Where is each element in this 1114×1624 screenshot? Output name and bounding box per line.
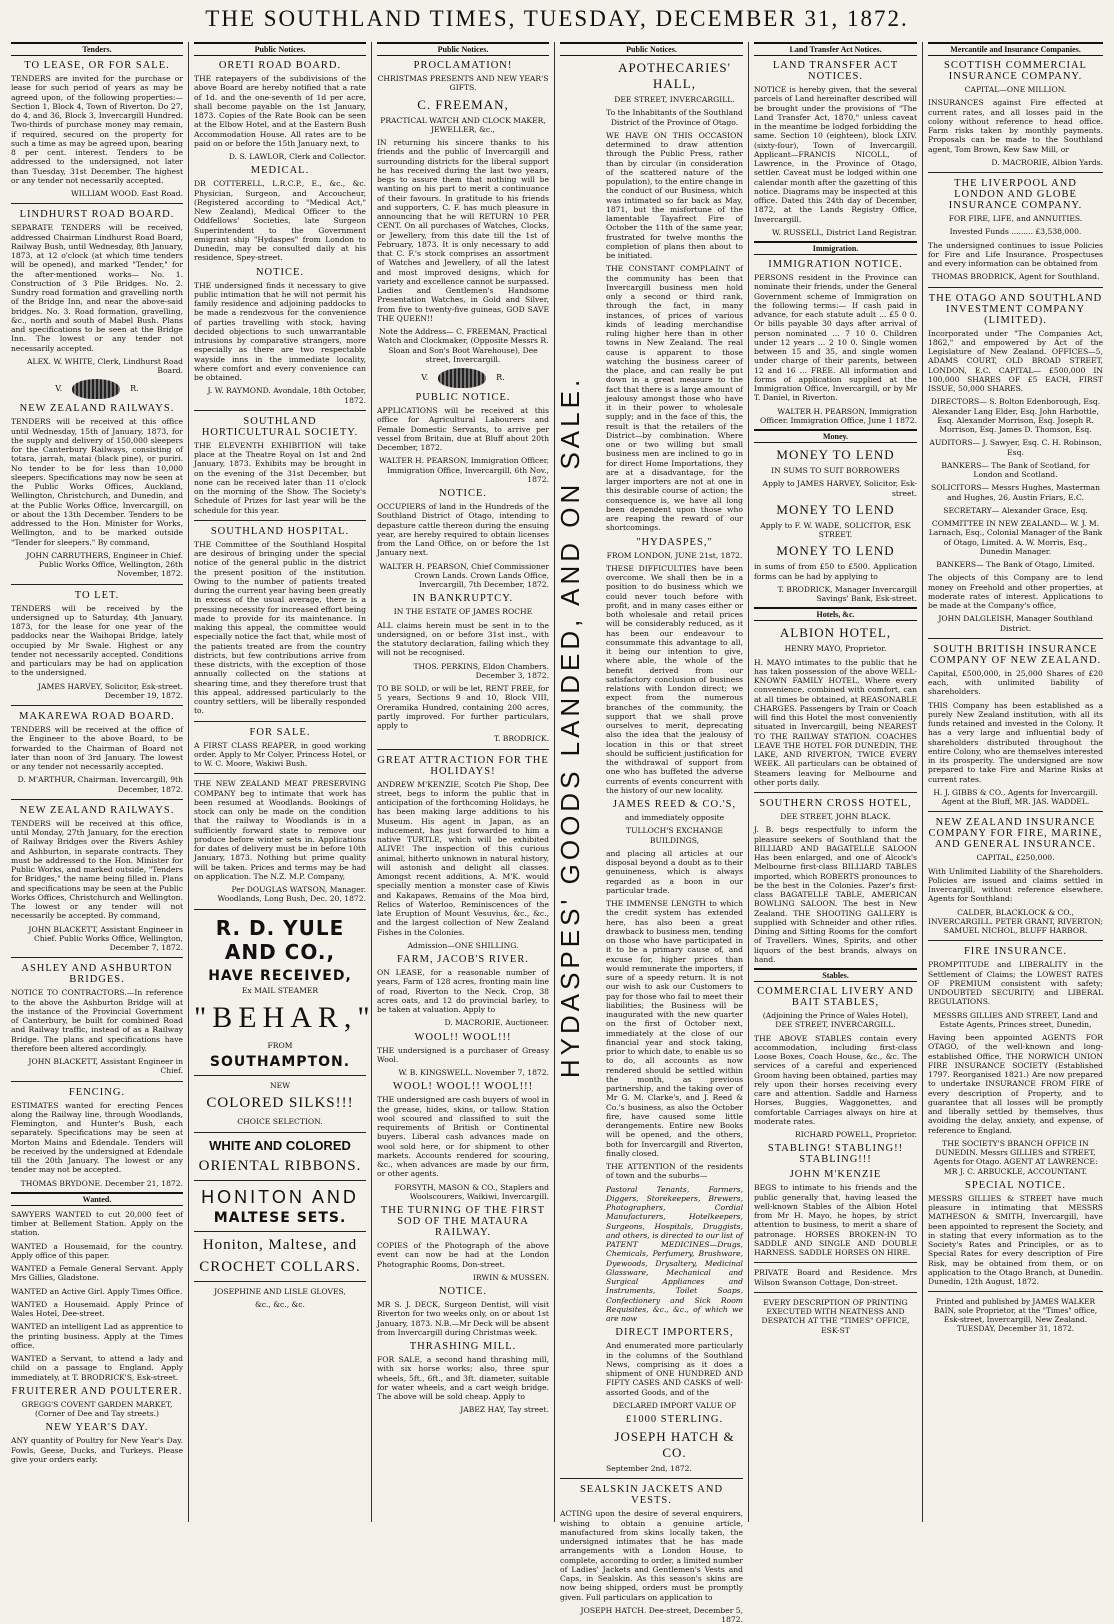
- yule-silks: COLORED SILKS!!!: [206, 1095, 354, 1112]
- ad-list: SOLICITORS— Messrs Hughes, Masterman and Hughes, 26, Austin Friars, E.C.: [931, 483, 1100, 502]
- ad-body: COPIES of the Photograph of the above event can now be had at the London Photographic Rooms, Don-street.: [377, 1241, 549, 1269]
- ad-body: IN returning his sincere thanks to his friends and the public of Invercargill and surrounding districts for the liberal support he has received during the last two years, begs to assure them that nothing will be wanting on his part to merit a continuance of their favours. In gratitude to his friends and supporters, C. F. has much pleasure in announcing that he will RETURN 10 PER CENT. On all purchases of Watches, Clocks, or Jewellery, from this date till the 1st of February, 1873. It is only necessary to add that C. F.'s stock comprises an assortment of Watches and Jewellery, of all the latest and most improved designs, which for variety and excellence cannot be surpassed. Ladies and Gentlemen's Handsome Presentation Watches, in Gold and Silver, from five to twenty-five guineas, GOD SAVE THE QUEEN!!: [377, 138, 549, 323]
- ad-subheading: CHRISTMAS PRESENTS AND NEW YEAR'S GIFTS.: [377, 74, 549, 93]
- ad-list: DIRECTORS— S. Bolton Edenborough, Esq. Alexander Lang Elder, Esq. John Harbottle, Esq. Alexander Morrison, Esq. Joseph R. Morrison, Esq. James D. Thomson, Esq.: [930, 397, 1101, 434]
- ad-signature: FORSYTH, MASON & CO., Staplers and Woolscourers, Waikiwi, Invercargill.: [394, 1182, 549, 1201]
- ad-body: TENDERS will be received by the undersigned up to Saturday, 4th January, 1873, for the lease for one year of the paddocks near the Waihopai Bridge, lately occupied by Mr Swale. Highest or any tender not necessarily accepted. Conditions and particulars may be had on application to the undersigned.: [11, 603, 183, 678]
- section-heading: Stables.: [754, 968, 917, 982]
- yule-white: WHITE AND COLORED: [209, 1137, 351, 1153]
- divider: [194, 1132, 366, 1133]
- ad-signature: JAMES HARVEY, Solicitor, Esk-street. December 19, 1872.: [38, 681, 183, 700]
- column-insurance: [923, 42, 1108, 1522]
- imprint: Printed and published by JAMES WALKER BAIN, sole Proprietor, at the "Times" office, Esk-street, Invercargill, New Zealand. TUESDAY, December 31, 1872.: [933, 1297, 1098, 1334]
- ad-body: FOR SALE, a second hand thrashing mill, with six horse works; also, three spur wheels, 5ft., 6ft., and 3ft. diameter, suitable for water wheels, and a cart weigh bridge. The above will be sold cheap. Apply to: [377, 1355, 549, 1401]
- ad-body: ANDREW M'KENZIE, Scotch Pie Shop, Dee street, begs to inform the public that in anticipation of the forthcoming Holidays, he has been making large additions to his Museum. His agent in Japan, as an inducement, has just forwarded to him a native TURTLE, which will be exhibited ALIVE! The inspection of this curious animal, hitherto unknown in natural history, will astonish and delight all classes. Amongst recent additions, A. M'K. would specially mention a monster case of Kiwis and Kakapaws, Remains of the Moa bird, Relics of Waterloo, Reminiscences of the late Eruption of Mount Vesuvius, &c., &c., and the largest collection of New Zealand Fishes in the Colonies.: [377, 779, 549, 937]
- ad-body: TENDERS will be received at this office until Wednesday, 15th of January, 1873, for the supply and delivery of 150,000 sleepers for the Canterbury Railways, consisting of totara, jarrah, matai (black pine), or puriri. No tender to be for less than 10,000 sleepers. Specifications may now be seen at the Public Works Offices, Auckland, Wellington, Christchurch, and Dunedin, and at the Public Works Office, Invercargill, on or about the 13th December. Tenders to be addressed to the Hon. Minister for Works, Wellington, and to be marked outside "Tender for sleepers." By command,: [11, 417, 183, 547]
- ad-subheading: Invested Funds ......... £3,538,000.: [949, 227, 1082, 237]
- ad-body: THE NEW ZEALAND MEAT PRESERVING COMPANY beg to intimate that work has been resumed at Woodlands. Bookings of stock can only be made on the condition that the railway to Woodlands is in a sufficiently forward state to remove our produce before winter sets in. Applications for dates of delivery must be in before 10th January, 1873. Nothing but prime quality will be taken. Prices and terms may be had on application. The N.Z. M.P. Company,: [194, 779, 366, 881]
- section-heading: Hotels, &c.: [754, 607, 917, 621]
- yule-honiton2: Honiton, Maltese, and: [202, 1236, 358, 1253]
- ad-heading: ASHLEY AND ASHBURTON BRIDGES.: [21, 963, 173, 986]
- ad-heading: JAMES REED & CO.'S,: [612, 799, 737, 810]
- ad-heading: IN BANKRUPTCY.: [412, 593, 514, 605]
- wanted-ad: WANTED an Active Girl. Apply Times Office.: [11, 1286, 183, 1296]
- divider: [194, 773, 366, 774]
- column-tenders: [6, 42, 189, 1522]
- ad-heading: SOUTHERN CROSS HOTEL,: [759, 798, 912, 809]
- ad-body: THE undersigned finds it necessary to give public intimation that he will not permit his family residence and adjoining paddocks to be made a rendezvous for the convenience of parties travelling with stock, having decided objections to such unwarrantable intrusions by comparative strangers, more especially as there are two respectable wayside inns in the immediate locality, where comfort and every convenience can be obtained.: [194, 280, 366, 382]
- ad-signature: Apply to F. W. WADE, SOLICITOR, ESK STREET.: [760, 520, 911, 539]
- ad-signature: WILLIAM WOOD. East Road.: [71, 189, 183, 198]
- ad-heading: NEW ZEALAND RAILWAYS.: [19, 804, 175, 816]
- ad-heading: THE OTAGO AND SOUTHLAND INVESTMENT COMPANY (LIMITED).: [928, 292, 1103, 326]
- ad-signature: JOHN BLACKETT, Assistant Engineer in Chief.: [28, 1057, 183, 1076]
- ad-body: TENDERS are invited for the purchase or lease for such period of years as may be agreed upon, of the following properties:— Section 1, Block 4, Town of Riverton. Do 27, do 4, and 36, Block 3, Invercargill Hundred. Two-thirds of purchase money may remain, if required, secured on the property for such a time as may be agreed upon, bearing 8 per cent. interest. Tenders to be addressed to the undersigned, not later than Tuesday, 31st December. The highest or any tender not necessarily accepted.: [11, 74, 183, 185]
- ad-heading: JOHN M'KENZIE: [789, 1169, 882, 1181]
- ad-body: NOTICE is hereby given, that the several parcels of Land hereinafter described will be brought under the provisions of "The Land Transfer Act, 1870," unless caveat in the meantime be lodged forbidding the same. Section 10 (eighteen), block LXIV. (sixty-four), Town of Invercargill. Applicant—FRANCIS NICOLL, of Lawrence, in the Province of Otago, settler. Caveat must be lodged within one calendar month after the gazetting of this notice. Diagrams may be inspected at this office. Dated this 24th day of December, 1872, at the Lands Registry Office, Invercargill.: [754, 85, 917, 224]
- divider: [754, 792, 917, 793]
- ad-body: THESE DIFFICULTIES have been overcome. We shall then be in a position to do business which we could never touch before with profit, and in many cases either or both wholesale and retail prices will be considerably reduced, as it has been our endeavour to consummate this advantage to all, it being our intention to give, where able, the whole of the benefit derived from our satisfactory conclusion of business relations with London direct; we expect from the numerous branches of the community, the support that we shall prove ourselves to merit, deprecating also the idea that the jealousy of location in this or that street should be sufficient justification for the withdrawal of support from one who has buffeted the adverse currents of events concurrent with the history of our new locality.: [606, 563, 743, 795]
- ad-address: To the Inhabitants of the Southland District of the Province of Otago.: [606, 108, 743, 127]
- ad-subheading: DEE STREET, JOHN BLACK.: [780, 812, 891, 821]
- ad-heading: PUBLIC NOTICE.: [415, 392, 511, 403]
- ad-heading: STABLING! STABLING!! STABLING!!!: [767, 1143, 904, 1166]
- ad-heading: MEDICAL.: [250, 165, 310, 177]
- ad-heading: TO LEASE, OR FOR SALE.: [24, 60, 170, 71]
- ad-body: And enumerated more particularly in the columns of the Southland News, comprising as it does a shipment of ONE HUNDRED AND FIFTY CASES AND CASKS of well-assorted Goods, and of the: [606, 1341, 743, 1397]
- ship-name: "BEHAR,": [194, 1000, 376, 1034]
- ad-signature: JOHN CARRUTHERS, Engineer in Chief. Public Works Office, Wellington, 26th November, 1872.: [26, 550, 183, 579]
- ad-signature: WALTER H. PEARSON, Chief Commissioner Crown Lands. Crown Lands Office, Invercargill, 7th December, 1872.: [379, 561, 549, 589]
- ad-signature: D. S. LAWLOR, Clerk and Collector.: [228, 152, 366, 161]
- ad-signature: CALDER, BLACKLOCK & CO., INVERCARGILL. PETER GRANT, RIVERTON; SAMUEL NICHOL, BLUFF HARBOR.: [928, 907, 1104, 935]
- divider: [928, 287, 1103, 288]
- ad-heading: WOOL! WOOL!! WOOL!!!: [392, 1081, 534, 1093]
- ad-signature: D. M'ARTHUR, Chairman. Invercargill, 9th December, 1872.: [17, 775, 183, 794]
- yule-ribbons: ORIENTAL RIBBONS.: [198, 1157, 362, 1174]
- ad-subheading: DECLARED IMPORT VALUE OF: [612, 1400, 737, 1410]
- ad-signature: ALEX. W. WHITE, Clerk, Lindhurst Road Board.: [27, 356, 183, 375]
- ad-subheading: TULLOCH'S EXCHANGE BUILDINGS,: [626, 826, 723, 845]
- ad-body: TENDERS will be received at this office, until Monday, 27th January, for the erection of Railway Bridges over the Rivers Ashley and Ashburton, in separate contracts. They must be addressed to the Hon. Minister for Public Works, and marked outside, "Tenders for Bridges," the name being filled in. Plans and specifications may be seen at the Public Works Offices, Christchurch and Wellington. The lowest or any tender will not necessarily be accepted. By command,: [11, 818, 183, 921]
- ad-subheading: CAPITAL—ONE MILLION.: [964, 85, 1067, 94]
- ad-body: ACTING upon the desire of several enquirers, wishing to obtain a genuine article, manufactured from skins locally taken, the undersigned intimates that he has made arrangements with a London House, to complete, according to order, a limited number of Ladies' Jackets and Gentlemen's Vests and Caps, in Sealskin. As this season's skins are now being shipped, orders must be promptly given. Full particulars on application to: [560, 1509, 743, 1602]
- ad-subheading: HENRY MAYO, Proprietor.: [784, 644, 887, 654]
- ad-body: Pastoral Tenants, Farmers, Diggers, Storekeepers, Brewers, Photographers, Cordial Manufacturers, Hotelkeepers, Surgeons, Hospitals, Druggists, and others, is directed to our list of PATENT MEDICINES—Drugs, Chemicals, Perfumery, Brushware, Dyewoods, Drysaltery, Medicinal Glassware, Mechanical and Surgical Appliances and Instruments, Toilet Soaps, Confectionery and Sick Room Requisites, &c., &c., of which we are now: [606, 1184, 743, 1323]
- ad-heading: SCOTTISH COMMERCIAL INSURANCE COMPANY.: [944, 60, 1087, 82]
- ad-heading: GREAT ATTRACTION FOR THE HOLIDAYS!: [377, 754, 549, 777]
- section-heading: Money.: [754, 429, 917, 443]
- ad-signature: JOSEPH HATCH. Dee-street, December 5, 1872.: [580, 1605, 743, 1624]
- ad-heading: TO LET.: [74, 589, 120, 601]
- ad-heading: NOTICE.: [438, 1286, 488, 1297]
- ad-subheading: FOR FIRE, LIFE, and ANNUITIES.: [948, 214, 1083, 223]
- ad-body: OCCUPIERS of land in the Hundreds of the Southland District of Otago, intending to depasture cattle thereon during the ensuing year, are hereby required to obtain licenses from the Land Office, on or before the 1st January next.: [377, 502, 549, 558]
- ad-signature: Admission—ONE SHILLING.: [407, 940, 519, 950]
- divider: [194, 1180, 366, 1181]
- ad-subheading: DEE STREET, INVERCARGILL.: [614, 95, 735, 104]
- yule-etc: &c., &c., &c.: [255, 1299, 305, 1309]
- ad-body: THE ELEVENTH EXHIBITION will take place at the Theatre Royal on 1st and 2nd January, 1873. Exhibits may be brought in on the evening of the 31st December, but none can be received later than 11 o'clock on the morning of the Show. The Society's Schedule of Prizes for last year will be the schedule for this year.: [194, 440, 366, 515]
- ad-signature: JOHN BLACKETT, Assistant Engineer in Chief. Public Works Office, Wellington, December 7, 1872.: [28, 924, 183, 952]
- ad-body: THE SOCIETY'S BRANCH OFFICE IN DUNEDIN. Messrs GILLIES and STREET, Agents for Otago. AGENT AT LAWRENCE: MR J. C. ARBUCKLE, ACCOUNTANT.: [933, 1138, 1098, 1176]
- ad-signature: JOHN DALGLEISH, Manager Southland District.: [938, 614, 1093, 633]
- section-heading: Land Transfer Act Notices.: [754, 42, 917, 56]
- ad-date: September 2nd, 1872.: [606, 1464, 692, 1473]
- ad-body: INSURANCES against Fire effected at current rates, and all losses paid in the colony without reference to head office. Farm risks taken by monthly payments. Proposals can be made to the Southland agent, Tom Brown, Kew Saw Mill, or: [928, 98, 1103, 154]
- section-heading: Public Notices.: [194, 42, 366, 56]
- ad-body: A FIRST CLASS REAPER, in good working order. Apply to Mr Colyer, Princess Hotel, or to W. C. Moore, Wakiwi Bush.: [194, 740, 366, 768]
- ad-heading: THE TURNING OF THE FIRST SOD OF THE MATAURA RAILWAY.: [380, 1205, 546, 1238]
- ad-heading: NEW ZEALAND RAILWAYS.: [19, 403, 175, 415]
- ad-list: SECRETARY— Alexander Grace, Esq.: [943, 505, 1088, 515]
- crest-letter-r: R.: [496, 373, 505, 382]
- yule-new: NEW: [270, 1081, 290, 1090]
- ad-body: THIS Company has been established as a purely New Zealand institution, with all its funds retained and invested in the Colony. It has a very large and influential body of shareholders distributed throughout the entire Colony, who are themselves interested in its prosperity. The undersigned are now prepared to take Fire and Marine Risks at current rates.: [928, 700, 1103, 784]
- ad-heading: APOTHECARIES' HALL,: [618, 60, 731, 91]
- ad-signature: D. MACRORIE, Auctioneer.: [444, 1018, 549, 1028]
- ad-signature: WALTER H. PEARSON, Immigration Officer. Immigration Office, June 1 1872.: [760, 406, 917, 425]
- ad-body: THE Committee of the Southland Hospital are desirous of bringing under the special notice of the general public in the district the present position of the institution. Owing to the number of patients treated during the current year having been greatly in excess of the usual average, there is a pressing necessity for increased effort being made to provide for its maintenance. In making this appeal, the committee would especially notice the fact that, while most of the patients treated are from the country districts, but few contributions arrive from these districts, with the exception of those annually collected on the stations at shearing time, and they therefore trust that this appeal, addressed particularly to the country settlers, will be liberally responded to.: [194, 539, 366, 716]
- ad-body: MESSRS GILLIES & STREET have much pleasure in intimating that MESSRS MATHESON & SMITH, Invercargill, have been appointed to represent the Society, and in stating that every information as to the Society's Rates and Principles, or as to Special Rates for every description of Fire Risk, may be obtained from them, or on application to the Otago Branch, at Dunedin. Dunedin, 12th August, 1872.: [928, 1193, 1103, 1286]
- ad-body: ESTIMATES wanted for erecting Fences along the Railway line, through Woodlands, Flemington, and Hunter's Bush, each separately. Specifications may be seen at Morton Mains and Edendale. Tenders will be received by the undersigned at Edendale till the 20th January. The lowest or any tender may not be accepted.: [11, 1100, 183, 1175]
- ad-signature: Note the Address— C. FREEMAN, Practical Watch and Clockmaker, (Opposite Messrs R. Sloan and Son's Boot Warehouse), Dee street, Invercargill.: [377, 327, 549, 364]
- wanted-ad: WANTED a Housemaid, for the country. Apply office of this paper.: [11, 1241, 183, 1260]
- ad-heading: SOUTHLAND HORTICULTURAL SOCIETY.: [201, 415, 359, 438]
- ad-body: THE undersigned is a purchaser of Greasy Wool.: [377, 1045, 549, 1064]
- ad-subheading: IN THE ESTATE OF JAMES ROCHE: [393, 607, 533, 617]
- ad-heading: NOTICE.: [255, 266, 305, 278]
- ad-body: J. B. begs respectfully to inform the pleasure seekers of Southland that the BILLIARD AND BAGATELLE SALOON Has been enlarged, and one of Alcock's Melbourne first-class BILLIARD TABLES imported, which ROBERTS pronounces to be the best in the Colonies. Pazer's first-class BAGATELLE TABLE, AMERICAN BOWLING SALOON. The best in New Zealand. THE SHOOTING GALLERY is supplied with Schneider and other rifles. Dining and Sitting Rooms for the comfort of Travellers. Wines, Spirits, and other liquors of the best brands, always on hand.: [754, 825, 917, 964]
- divider: [194, 1231, 366, 1232]
- ad-signature: THOMAS BRYDONE. December 21, 1872.: [20, 1178, 183, 1188]
- ad-body: PRIVATE Board and Residence. Mrs Wilson Swanson Cottage, Don-street.: [754, 1268, 917, 1287]
- ad-body: BEGS to intimate to his friends and the public generally that, having leased the well-known Stables of the Albion Hotel from Mr H. Mayo, he hopes, by strict attention to business, to merit a share of patronage. HORSES BROKEN-IN TO SADDLE AND SINGLE AND DOUBLE HARNESS. SADDLE HORSES ON HIRE.: [754, 1183, 917, 1257]
- ad-signature: W. RUSSELL, District Land Registrar.: [772, 227, 917, 237]
- ad-signature: H. J. GIBBS & CO., Agents for Invercargill. Agent at the Bluff, MR. JAS. WADDEL.: [933, 787, 1098, 806]
- divider: [194, 1281, 366, 1282]
- ad-heading: MONEY TO LEND: [776, 543, 895, 559]
- ad-body: ON LEASE, for a reasonable number of years, Farm of 128 acres, fronting main line of road, Riverton to the Neck. Crop, 38 acres oats, and 12 do provincial barley, to be taken at valuation. Apply to: [377, 968, 549, 1014]
- vertical-banner-text: HYDASPES' GOODS LANDED, AND ON SALE.: [555, 375, 585, 1079]
- divider: [377, 749, 549, 750]
- ad-heading: £1000 STERLING.: [625, 1414, 724, 1425]
- ad-heading: THE LIVERPOOL AND LONDON AND GLOBE INSURANCE COMPANY.: [948, 178, 1083, 211]
- divider: [11, 957, 183, 958]
- wanted-ad: WANTED a Female General Servant. Apply Mrs Gillies, Gladstone.: [11, 1264, 183, 1283]
- ad-subheading: and immediately opposite: [624, 813, 725, 822]
- ad-body: SEPARATE TENDERS will be received, addressed Chairman Lindhurst Road Board, Railway Bush, until Wednesday, 8th January, 1873, at 12 o'clock (at which time tenders will be opened), and marked "Tender," for the after-mentioned works— No. 1. Construction of 3 Pile Bridges. No. 2. Sundry road formation and gravelling north of the Bridge Inn, and near the above-said bridges. No. 3. Road formation, gravelling, &c., north and south of Mabel Bush. Plans and specifications to be seen at the Bridge Inn. The lowest or any tender not necessarily accepted.: [11, 223, 183, 353]
- ad-body: THE undersigned are cash buyers of wool in the grease, hides, skins, or tallow. Station wool scoured and classified to suit the requirements of British or Continental buyers. Liberal cash advances made on wool sold here, or for shipment to other markets. Accounts rendered for scouring, &c., when advances are made by our firm, or other agents.: [377, 1095, 549, 1179]
- ad-body: The undersigned continues to issue Policies for Fire and Life Insurance. Prospectuses and every information can be obtained from: [928, 240, 1103, 268]
- ad-signature: WALTER H. PEARSON, Immigration Officer. Immigration Office, Invercargill, 6th Nov., 1872.: [378, 456, 549, 484]
- divider: [754, 1262, 917, 1263]
- ad-body: ALL claims herein must be sent in to the undersigned, on or before 31st inst., with the statutory declaration, failing which they will not be recognised.: [377, 620, 549, 658]
- ad-heading: FENCING.: [68, 1086, 126, 1098]
- divider: [194, 721, 366, 722]
- divider: [194, 520, 366, 521]
- ad-signature: Apply to JAMES HARVEY, Solicitor, Esk-street.: [762, 479, 917, 498]
- ad-heading: WOOL!! WOOL!!!: [414, 1031, 512, 1043]
- ad-body: THE CONSTANT COMPLAINT of the community has been that Invercargill business men hold only a second or third rank, through the fact, in many instances, of prices of various kinds of leading merchandise ruling higher here than in other towns in New Zealand. The real cause is apparent to those watching the business career of the place, and can really be put down in a great measure to the fact that there is a large amount of jealousy amongst those who have it in their power to wholesale supply; and in the face of this, the result is that the retailers of the District—by combination. Where one or two willing but small business men are inclined to go in for direct Home Importations, they are at a disadvantage, for the larger importers are not at one in this desirable course of action; the consequence is, we have all long been dependent upon those who are reaping the reward of our shortcomings.: [606, 264, 743, 533]
- apothecaries-ad: [606, 60, 743, 1473]
- divider: [194, 1075, 366, 1076]
- masthead: THE SOUTHLAND TIMES, TUESDAY, DECEMBER 31, 1872.: [205, 6, 909, 31]
- ad-subheading: (Adjoining the Prince of Wales Hotel), DEE STREET, INVERCARGILL.: [762, 1011, 909, 1030]
- yule-gloves: JOSEPHINE AND LISLE GLOVES,: [214, 1286, 346, 1296]
- ad-body: Capital, £500,000, in 25,000 Shares of £20 each, with unlimited liability of shareholders.: [928, 668, 1103, 697]
- ad-heading: SEALSKIN JACKETS AND VESTS.: [579, 1484, 724, 1507]
- ad-heading: FRUITERER AND POULTERER.: [11, 1385, 183, 1397]
- yule-port: SOUTHAMPTON.: [209, 1054, 351, 1070]
- ad-heading: FOR SALE.: [249, 726, 311, 738]
- ad-heading: MAKAREWA ROAD BOARD.: [19, 711, 175, 722]
- ad-body: The objects of this Company are to lend money on Freehold and other properties, at moderate rates of interest. Applications to be made at the Company's office,: [928, 573, 1103, 610]
- ad-heading: ALBION HOTEL,: [779, 625, 892, 641]
- section-heading: Immigration.: [754, 241, 917, 255]
- ad-body: PERSONS resident in the Province can nominate their friends, under the General Government scheme of Immigration on the following terms:— If cash paid in advance, for each statute adult ... £5 0 0. Or bills payable 30 days after arrival of person nominated ... 7 10 0. Children under 12 years ... 2 10 0. Single women between 15 and 35, and single women under charge of their parents, between 12 and 16 ... FREE. All information and forms of application supplied at the Immigration Office, Invercargill, or by Mr T. Daniel, in Riverton.: [754, 273, 917, 403]
- royal-crest-icon: [11, 379, 183, 399]
- column-public-notices-1: [189, 42, 376, 1522]
- yule-crochet: CROCHET COLLARS.: [199, 1258, 361, 1275]
- ad-heading: C. FREEMAN,: [417, 96, 509, 112]
- yule-choice: CHOICE SELECTION.: [237, 1117, 323, 1127]
- ad-heading: DIRECT IMPORTERS,: [615, 1327, 734, 1339]
- ad-heading: THRASHING MILL.: [409, 1341, 517, 1352]
- ad-body: NOTICE TO CONTRACTORS.—In reference to the above the Ashburton Bridge will at the instance of the Provincial Government of Canterbury, be built for combined Road and Railway traffic, instead of as a Railway Bridge. The plans and specifications have therefore been altered accordingly.: [11, 988, 183, 1053]
- ad-heading: FARM, JACOB'S RIVER.: [397, 954, 529, 965]
- crest-letter-v: V.: [421, 373, 429, 382]
- yule-maltese: MALTESE SETS.: [213, 1209, 347, 1226]
- wanted-ad: WANTED a Servant, to attend a lady and child on a passage to England. Apply immediately, at T. BRODRICK'S, Esk-street.: [11, 1354, 183, 1382]
- divider: [928, 1291, 1103, 1292]
- column-land-hotels: [749, 42, 923, 1522]
- yule-honiton: HONITON AND: [201, 1186, 359, 1207]
- ad-heading: MONEY TO LEND: [776, 447, 895, 462]
- wanted-ad: WANTED an intelligent Lad as apprentice to the printing business. Apply at the Times office.: [11, 1322, 183, 1350]
- ad-body: THE ABOVE STABLES contain every accommodation, including first-class Loose Boxes, Coach House, &c., &c. The services of a careful and experienced Groom having been obtained, parties may rely upon their horses receiving every care and attention. Saddle and Harness Horses, Buggies, Waggonettes, and comfortable Carriages always on hire at moderate rates.: [754, 1033, 917, 1126]
- ad-subheading: CAPITAL, £250,000.: [976, 853, 1055, 863]
- divider: [754, 1292, 917, 1293]
- column-apothecaries: [555, 42, 749, 1624]
- ad-body: TENDERS will be received at the office of the Engineer to the above Board, to be forwarded to the Chairman of Board not later than noon of 3rd January. The lowest or any tender not necessarily accepted.: [11, 725, 183, 771]
- ad-signature: JABEZ HAY, Tay street.: [460, 1405, 549, 1415]
- ad-signature: W. B. KINGSWELL. November 7, 1872.: [398, 1068, 549, 1077]
- ad-body: THE IMMENSE LENGTH to which the credit system has extended here, has also been a great drawback to business men, tending on those who have participated in it to be a primary cause of, and excuse for, higher prices than would remunerate the importers, if sure of a speedy return. It is not our wish to ask our Customers to pay for those who fail to meet their liabilities; the Business will be inaugurated with the new quarter on the first of October next, immediately at the close of our financial year and stock taking, prior to which date, to enable us so to do, all accounts as now rendered should be settled within the month, as previous partnership, and the taking over of Mr G. M. Clarke's, and J. Reed & Co.'s business, as also the October fire, have caused some little derangements. Entire new Books will be opened, and the others, both for Invercargill and Riverton, finally closed.: [606, 899, 743, 1158]
- yule-subheading: HAVE RECEIVED,: [208, 967, 352, 984]
- ad-body: Having been appointed AGENTS FOR OTAGO, of the well-known and long-established Office, THE NORWICH UNION FIRE INSURANCE SOCIETY (Established 1797. Reorganised 1821.) Are now prepared to undertake INSURANCE FROM FIRE of every description of Property, and to guarantee that all losses will be promptly and liberally settled by themselves, thus avoiding the delay, anxiety, and expense, of reference to England.: [928, 1033, 1103, 1135]
- ad-body: in sums of from £50 to £500. Application forms can be had by applying to: [754, 562, 917, 581]
- ad-heading: COMMERCIAL LIVERY AND BAIT STABLES,: [757, 986, 914, 1008]
- divider: [928, 940, 1103, 941]
- divider: [11, 1081, 183, 1082]
- yule-by: Ex MAIL STEAMER: [241, 985, 319, 995]
- ad-heading: ORETI ROAD BOARD.: [218, 60, 342, 71]
- ad-body: APPLICATIONS will be received at this office for Agricultural Labourers and Female Domestic Servants, to arrive per vessel from Britain, due at Bluff about 20th December, 1872.: [377, 406, 549, 452]
- ad-heading: SPECIAL NOTICE.: [965, 1179, 1066, 1191]
- ad-signature: J. W. RAYMOND. Avondale, 18th October, 1872.: [207, 386, 366, 405]
- ad-body: THE ATTENTION of the residents of town and the suburbs—: [606, 1162, 743, 1181]
- ad-signature: D. MACRORIE, Albion Yards.: [991, 157, 1103, 167]
- ad-subheading: FROM LONDON, JUNE 21st, 1872.: [606, 550, 743, 560]
- divider: [11, 705, 183, 706]
- ad-body: ANY quantity of Poultry for New Year's Day. Fowls, Geese, Ducks, and Turkeys. Please give your orders early.: [11, 1436, 183, 1464]
- ad-body: EVERY DESCRIPTION OF PRINTING EXECUTED WITH NEATNESS AND DESPATCH AT THE "TIMES" OFFICE, ESK-ST: [761, 1297, 910, 1335]
- royal-crest-icon: [377, 368, 549, 388]
- wanted-ad: SAWYERS WANTED to cut 20,000 feet of timber at Bellement Station. Apply on the station.: [11, 1209, 183, 1238]
- ad-signature: IRWIN & MUSSEN.: [472, 1272, 549, 1282]
- section-heading: Wanted.: [11, 1192, 183, 1206]
- crest-letter-r: R.: [130, 384, 139, 394]
- yule-from: FROM: [267, 1040, 293, 1050]
- ad-body: WE HAVE ON THIS OCCASION determined to draw attention through the Public Press, rather than by circular (in consideration of the scattered nature of the population), to the entire change in the conduct of our Business, which was intimated so far back as May, 1871, but the misfortune of the lamentable Tayafrect Fire of October the 11th of the same year, frustrated for twelve months the completion of plans then about to be initiated.: [606, 130, 743, 260]
- section-heading: Public Notices.: [560, 42, 743, 56]
- divider: [11, 799, 183, 800]
- ad-subheading: PRACTICAL WATCH AND CLOCK MAKER, JEWELLER, &c.,: [380, 115, 546, 134]
- ad-body: DR COTTERELL, L.R.C.P., E., &c., &c. Physician, Surgeon, and Accoucheur, (Registered according to "Medical Act," New Zealand), Medical Officer to the Oddfellows' Societies, late Surgeon Superintendent to the Government emigrant ship "Hydaspes" from London to Dunedin, may be consulted daily at his residence, Spey-street.: [194, 179, 366, 263]
- wanted-ad: WANTED a Housemaid. Apply Prince of Wales Hotel, Dee-street.: [11, 1299, 183, 1318]
- ad-body: THE ratepayers of the subdivisions of the above Board are hereby notified that a rate of 1d. and the one-seventh of 1d per acre, shall become payable on the 1st January, 1873. Copies of the Rate Book can be seen at the Elbow Hotel, and at the Eastern Bush Accommodation House. All rates are to be paid on or before the 15th January next, to: [194, 74, 366, 148]
- ad-body: With Unlimited Liability of the Shareholders. Policies are issued and claims settled in Invercargill, without reference elsewhere. Agents for Southland:: [928, 866, 1103, 904]
- divider: [928, 811, 1103, 812]
- ad-list: AUDITORS— J. Sawyer, Esq. C. H. Robinson, Esq.: [929, 438, 1102, 457]
- ad-body: GREGG'S COVENT GARDEN MARKET, (Corner of Dee and Tay streets.): [21, 1399, 173, 1418]
- column-public-notices-2: [372, 42, 555, 1522]
- ad-signature: RICHARD POWELL, Proprietor.: [794, 1130, 917, 1139]
- ad-body: H. MAYO intimates to the public that he has taken possession of the above WELL-KNOWN FAMILY HOTEL, Where every convenience, combined with comfort, can at all times be obtained, at REASONABLE CHARGES. Passengers by Train or Coach will find this Hotel the most conveniently situated in Invercargill, being NEAREST TO THE RAILWAY STATION. COACHES LEAVE THE HOTEL FOR DUNEDIN, THE LAKE, AND RIVERTON, TWICE EVERY WEEK. All particulars can be obtained of Steamers leaving for Melbourne and other ports daily.: [754, 657, 917, 787]
- crest-letter-v: V.: [55, 384, 63, 394]
- divider: [928, 172, 1103, 173]
- ad-heading: "HYDASPES,": [636, 536, 713, 548]
- ad-body: Incorporated under "The Companies Act, 1862," and empowered by Act of the Legislature of New Zealand. OFFICES—5, ADAMS COURT, OLD BROAD STREET, LONDON, E.C. CAPITAL— £500,000 IN 100,000 SHARES OF £5 EACH, FIRST ISSUE, 50,000 SHARES.: [928, 328, 1103, 393]
- ad-signature: T. BRODRICK, Manager Invercargill Savings' Bank, Esk-street.: [777, 584, 917, 603]
- ad-signature: T. BRODRICK.: [493, 734, 549, 744]
- vertical-banner: [555, 42, 605, 1522]
- ad-body: TO BE SOLD, or will be let, RENT FREE, for 5 years, Sections 9 and 10, Block VIII, Oreramika Hundred, containing 200 acres, partly improved. For further particulars, apply to: [377, 684, 549, 730]
- ad-heading: NEW ZEALAND INSURANCE COMPANY FOR FIRE, MARINE, AND GENERAL INSURANCE.: [928, 817, 1103, 851]
- ad-heading: NOTICE.: [438, 488, 488, 499]
- section-heading: Mercantile and Insurance Companies.: [928, 42, 1103, 56]
- ad-list: COMMITTEE IN NEW ZEALAND— W. J. M. Larnach, Esq., Colonial Manager of the Bank of Otago, Limited. A. W. Morris, Esq., Dunedin Manager.: [928, 519, 1103, 556]
- ad-body: PROMPTITUDE and LIBERALITY in the Settlement of Claims; the LOWEST RATES OF PREMIUM consistent with safety; UNDOUBTED SECURITY; and LIBERAL REGULATIONS.: [928, 960, 1103, 1007]
- crest-emblem-icon: [438, 368, 486, 388]
- section-heading: Public Notices.: [377, 42, 549, 56]
- ad-heading: IMMIGRATION NOTICE.: [768, 259, 903, 270]
- ad-heading: LINDHURST ROAD BOARD.: [19, 209, 175, 221]
- divider: [928, 638, 1103, 639]
- ad-heading: SOUTHLAND HOSPITAL.: [210, 525, 350, 537]
- divider: [194, 410, 366, 411]
- ad-signature: THOS. PERKINS, Eldon Chambers. December 3, 1872.: [413, 661, 549, 680]
- ad-list: BANKERS— The Bank of Scotland, for London and Scotland.: [941, 460, 1090, 479]
- divider: [11, 584, 183, 585]
- ad-subheading: MESSRS GILLIES AND STREET, Land and Estate Agents, Princes street, Dunedin,: [933, 1010, 1098, 1029]
- ad-heading: NEW YEAR'S DAY.: [45, 1422, 149, 1434]
- crest-emblem-icon: [72, 379, 120, 399]
- ad-list: BANKERS— The Bank of Otago, Limited.: [936, 560, 1095, 569]
- ad-heading: PROCLAMATION!: [413, 60, 513, 71]
- divider: [194, 909, 366, 910]
- ad-heading: MONEY TO LEND: [776, 501, 895, 517]
- yule-heading: R. D. YULE AND CO.,: [215, 915, 345, 964]
- ad-body: MR S. J. DECK, Surgeon Dentist, will visit Riverton for two weeks only, on or about 1st January, 1873. N.B.—Mr Deck will be absent from Invercargill during Christmas week.: [377, 1300, 549, 1337]
- ad-heading: LAND TRANSFER ACT NOTICES.: [772, 60, 899, 82]
- ad-signature: THOMAS BRODRICK, Agent for Southland.: [931, 272, 1100, 282]
- ad-body: and placing all articles at our disposal beyond a doubt as to their genuineness, which is always regarded as a boon in our particular trade.: [606, 848, 743, 895]
- ad-heading: SOUTH BRITISH INSURANCE COMPANY OF NEW ZEALAND.: [929, 643, 1102, 666]
- ad-subheading: IN SUMS TO SUIT BORROWERS: [771, 466, 900, 475]
- divider: [11, 203, 183, 204]
- section-heading: Tenders.: [11, 42, 183, 56]
- ad-heading: JOSEPH HATCH & CO.: [614, 1429, 735, 1460]
- columns: [6, 42, 1108, 1624]
- ad-signature: Per DOUGLAS WATSON, Manager. Woodlands, Long Bush, Dec. 20, 1872.: [217, 885, 366, 904]
- ad-heading: FIRE INSURANCE.: [963, 946, 1068, 958]
